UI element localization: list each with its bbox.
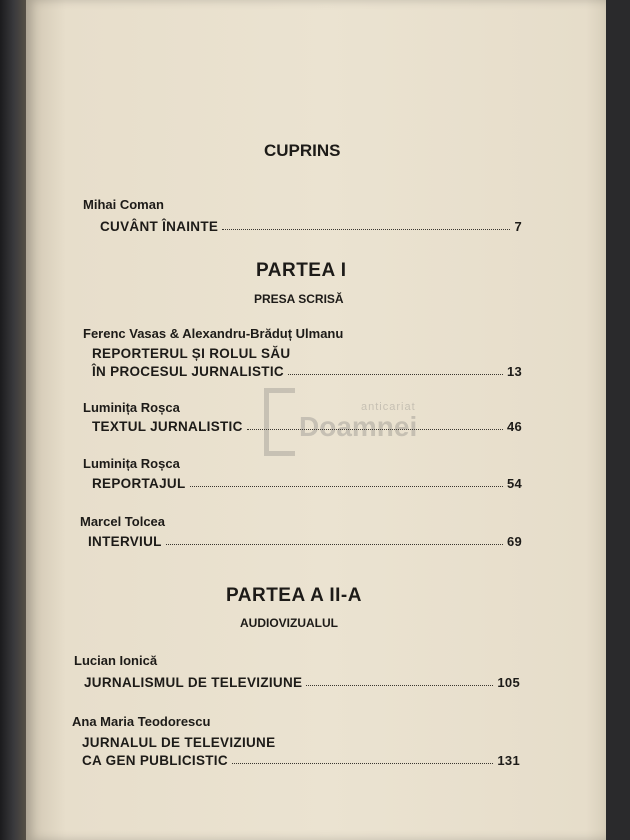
page-title: CUPRINS <box>264 141 341 160</box>
toc-entry[interactable] <box>84 675 520 690</box>
toc-entry[interactable] <box>92 364 522 379</box>
toc-entry[interactable] <box>82 753 520 768</box>
part-heading: PARTEA A II-A <box>226 585 362 606</box>
leader-dots <box>288 374 503 375</box>
toc-entry[interactable] <box>92 419 522 434</box>
toc-entry-title-line: REPORTERUL ȘI ROLUL SĂU <box>92 346 291 361</box>
watermark-small: anticariat <box>361 401 416 413</box>
toc-entry-title: CUVÂNT ÎNAINTE <box>100 219 219 234</box>
toc-author: Ferenc Vasas & Alexandru-Brăduț Ulmanu <box>83 326 344 341</box>
leader-dots <box>190 486 503 487</box>
toc-entry[interactable] <box>100 219 522 234</box>
toc-author: Ana Maria Teodorescu <box>72 714 211 729</box>
leader-dots <box>222 229 510 230</box>
toc-author: Lucian Ionică <box>74 653 158 668</box>
toc-author: Luminița Roșca <box>83 400 180 415</box>
toc-entry-page: 13 <box>506 364 522 379</box>
toc-entry-page: 54 <box>506 476 522 491</box>
toc-entry-title: CA GEN PUBLICISTIC <box>82 753 228 768</box>
toc-entry[interactable] <box>88 534 522 549</box>
toc-entry-title: REPORTAJUL <box>92 476 186 491</box>
toc-entry-page: 7 <box>514 219 522 234</box>
leader-dots <box>166 544 503 545</box>
toc-entry-title: JURNALISMUL DE TELEVIZIUNE <box>84 675 303 690</box>
leader-dots <box>247 429 503 430</box>
part-heading: PARTEA I <box>256 260 347 281</box>
toc-entry[interactable] <box>92 476 522 491</box>
book-page <box>26 0 606 840</box>
part-subtitle: PRESA SCRISĂ <box>254 292 344 306</box>
toc-entry-page: 46 <box>506 419 522 434</box>
toc-entry-title-line: JURNALUL DE TELEVIZIUNE <box>82 735 276 750</box>
toc-entry-title: TEXTUL JURNALISTIC <box>92 419 243 434</box>
toc-entry-page: 105 <box>497 675 520 690</box>
watermark-big: Doamnei <box>299 411 418 442</box>
toc-entry-page: 69 <box>506 534 522 549</box>
toc-author: Luminița Roșca <box>83 456 180 471</box>
toc-author: Marcel Tolcea <box>80 514 166 529</box>
toc-author: Mihai Coman <box>83 197 164 212</box>
part-subtitle: AUDIOVIZUALUL <box>240 616 338 630</box>
toc-entry-title: INTERVIUL <box>88 534 162 549</box>
book-spine <box>0 0 26 840</box>
leader-dots <box>232 763 494 764</box>
toc-entry-page: 131 <box>497 753 520 768</box>
toc-entry-title: ÎN PROCESUL JURNALISTIC <box>92 364 284 379</box>
leader-dots <box>306 685 493 686</box>
